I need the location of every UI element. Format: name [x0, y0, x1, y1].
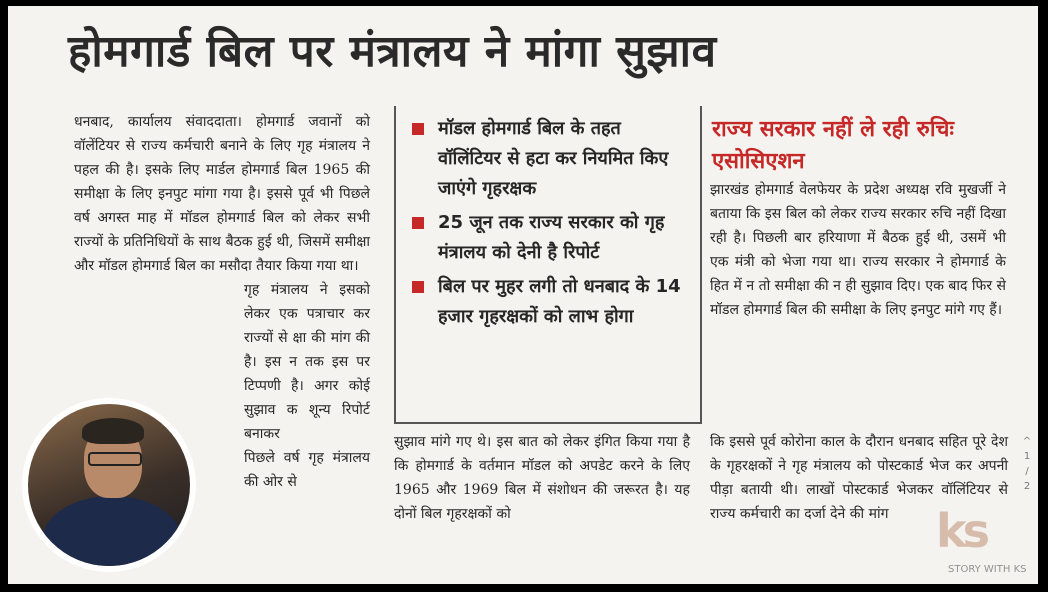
- bullet-square-icon: [412, 281, 424, 293]
- page-current: 1: [1023, 451, 1031, 462]
- highlight-text: बिल पर मुहर लगी तो धनबाद के 14 हजार गृहरक्षकों को लाभ होगा: [438, 276, 681, 327]
- headline: होमगार्ड बिल पर मंत्रालय ने मांगा सुझाव: [68, 26, 717, 77]
- highlights-box: [412, 114, 682, 336]
- divider-left: [394, 106, 396, 422]
- bullet-square-icon: [412, 123, 424, 135]
- middle-bottom-column: [394, 430, 690, 526]
- channel-watermark-text: STORY WITH KS: [948, 564, 1027, 575]
- presenter-body: [42, 496, 182, 566]
- highlight-item: [412, 208, 682, 268]
- highlight-text: 25 जून तक राज्य सरकार को गृह मंत्रालय को देनी है रिपोर्ट: [438, 212, 665, 263]
- highlight-item: [412, 272, 682, 332]
- page-separator: /: [1025, 466, 1029, 477]
- middle-bottom-text: सुझाव मांगे गए थे। इस बात को लेकर इंगित किया गया है कि होमगार्ड के वर्तमान मॉडल को अपडेट करने के लिए 1965 और 1969 बिल में संशोधन की जरूरत है। यह दोनों बिल गृहरक्षकों को: [394, 434, 690, 522]
- highlight-item: [412, 114, 682, 204]
- presenter-hair: [82, 418, 144, 444]
- page-scroll-indicator[interactable]: [1020, 434, 1034, 494]
- right-column-text: झारखंड होमगार्ड वेलफेयर के प्रदेश अध्यक्ष रवि मुखर्जी ने बताया कि इस बिल को लेकर राज्य सरकार रुचि नहीं दिखा रही है। पिछली बार हरियाणा में बैठक हुई थी, उसमें भी एक मंत्री को भेजा गया था। राज्य सरकार ने होमगार्ड के हित में न तो समीक्षा की न ही सुझाव दिए। एक बाद फिर से मॉडल होमगार्ड बिल की समीक्षा के लिए इनपुट मांगे गए हैं।: [710, 182, 1006, 318]
- presenter-photo: [28, 404, 190, 566]
- presenter-glasses: [88, 452, 142, 466]
- left-paragraph-3: पिछले वर्ष गृह मंत्रालय की ओर से: [244, 450, 370, 490]
- presenter-avatar: [22, 398, 196, 572]
- bullet-square-icon: [412, 217, 424, 229]
- channel-logo: ks: [936, 504, 986, 558]
- left-paragraph-2: गृह मंत्रालय ने इसको लेकर एक पत्राचार कर राज्यों से क्षा की मांग की है। इस न तक इस पर टिप्पणी है। अगर कोई सुझाव क शून्य रिपोर्ट बनाकर: [244, 282, 370, 442]
- page-total: 2: [1023, 481, 1031, 492]
- right-column: [710, 178, 1006, 322]
- scroll-up-icon[interactable]: ^: [1022, 436, 1032, 447]
- right-bottom-text: कि इससे पूर्व कोरोना काल के दौरान धनबाद सहित पूरे देश के गृहरक्षकों ने गृह मंत्रालय को पोस्टकार्ड भेज कर अपनी पीड़ा बतायी थी। लाखों पोस्टकार्ड भेजकर वॉलिंटियर से राज्य कर्मचारी का दर्जा देने की मांग: [710, 434, 1008, 522]
- divider-right: [700, 106, 702, 424]
- subheading: राज्य सरकार नहीं ले रही रुचिः एसोसिएशन: [712, 117, 954, 174]
- left-paragraph-1: धनबाद, कार्यालय संवाददाता। होमगार्ड जवानों को वॉलेंटियर से राज्य कर्मचारी बनाने के लिए गृह मंत्रालय ने पहल की है। इसके लिए मार्डल होमगार्ड बिल 1965 की समीक्षा के लिए इनपुट मांगा गया है। इससे पूर्व भी पिछले वर्ष अगस्त माह में मॉडल होमगार्ड बिल को लेकर सभी राज्यों के प्रतिनिधियों के साथ बैठक हुई थी, जिसमें समीक्षा और मॉडल होमगार्ड बिल का मसौदा तैयार किया गया था।: [74, 114, 370, 274]
- divider-horizontal: [394, 422, 700, 424]
- highlight-text: मॉडल होमगार्ड बिल के तहत वॉलिंटियर से हटा कर नियमित किए जाएंगे गृहरक्षक: [438, 118, 669, 199]
